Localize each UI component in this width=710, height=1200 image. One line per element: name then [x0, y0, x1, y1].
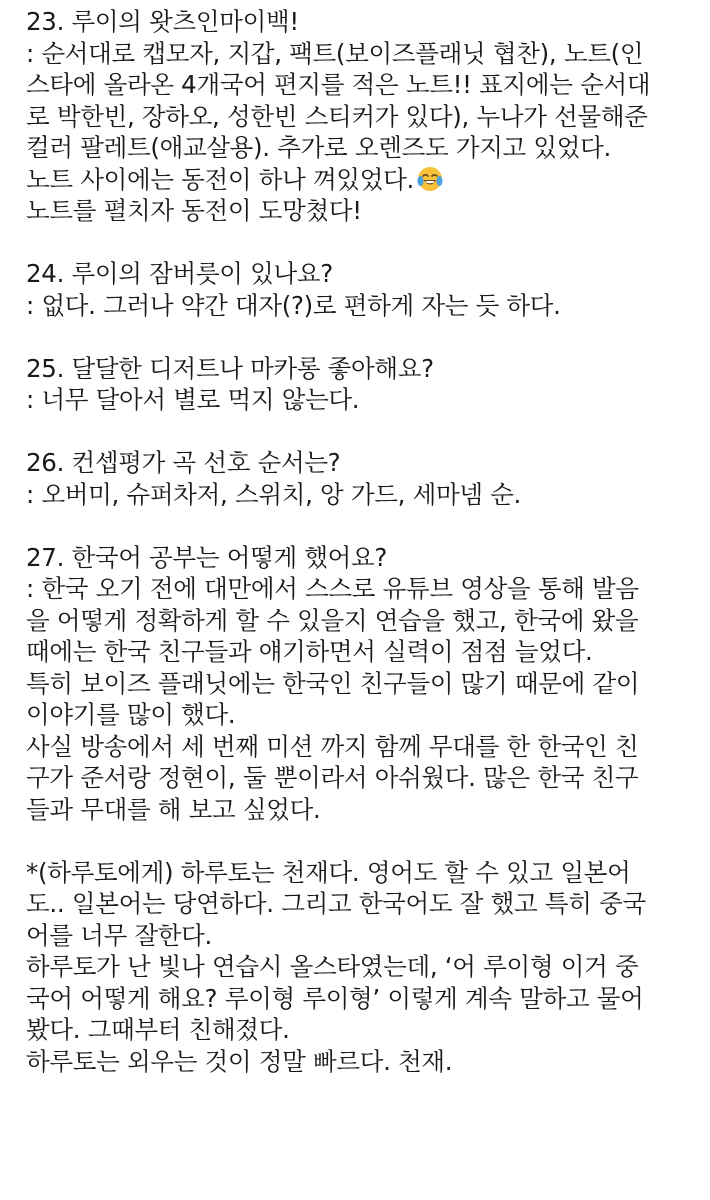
answer-line: 스타에 올라온 4개국어 편지를 적은 노트!! 표지에는 순서대: [26, 70, 651, 99]
note-haruto: [26, 857, 710, 1078]
question-26: 26. 컨셉평가 곡 선호 순서는?: [26, 448, 341, 477]
answer-line: 때에는 한국 친구들과 얘기하면서 실력이 점점 늘었다.: [26, 637, 593, 666]
qa-section-27: [26, 542, 710, 826]
note-line: 봤다. 그때부터 친해졌다.: [26, 1015, 290, 1044]
answer-line: 들과 무대를 해 보고 싶었다.: [26, 794, 321, 824]
note-line: 도.. 일본어는 당연하다. 그리고 한국어도 잘 했고 특히 중국: [26, 889, 646, 918]
note-line: 어를 너무 잘한다.: [26, 920, 213, 950]
note-line: 하루토가 난 빛나 연습시 올스타였는데, ‘어 루이형 이거 중: [26, 952, 639, 981]
answer-line: : 없다. 그러나 약간 대자(?)로 편하게 자는 듯 하다.: [26, 290, 561, 320]
answer-line: : 너무 달아서 별로 먹지 않는다.: [26, 385, 360, 414]
qa-section-26: [26, 447, 710, 510]
answer-line: 특히 보이즈 플래닛에는 한국인 친구들이 많기 때문에 같이: [26, 668, 640, 698]
spacer: [26, 510, 710, 542]
spacer: [26, 416, 710, 448]
answer-line: 사실 방송에서 세 번째 미션 까지 함께 무대를 한 한국인 친: [26, 731, 639, 761]
notes-document: [26, 6, 710, 1077]
answer-line: 을 어떻게 정확하게 할 수 있을지 연습을 했고, 한국에 왔을: [26, 605, 639, 635]
question-23: 23. 루이의 왓츠인마이백!: [26, 7, 299, 36]
answer-line: : 한국 오기 전에 대만에서 스스로 유튜브 영상을 통해 발음: [26, 574, 639, 603]
qa-section-23: [26, 6, 710, 227]
qa-section-24: [26, 258, 710, 321]
answer-line: : 오버미, 슈퍼차저, 스위치, 앙 가드, 세마넴 순.: [26, 479, 522, 509]
question-25: 25. 달달한 디저트나 마카롱 좋아해요?: [26, 353, 434, 383]
answer-line-with-emoji: [26, 164, 710, 196]
answer-line: 구가 준서랑 정현이, 둘 뿐이라서 아쉬웠다. 많은 한국 친구: [26, 763, 639, 792]
face-with-tears-of-joy-icon: [416, 165, 444, 193]
question-27: 27. 한국어 공부는 어떻게 했어요?: [26, 542, 388, 572]
spacer: [26, 321, 710, 353]
qa-section-25: [26, 353, 710, 416]
answer-line: : 순서대로 캡모자, 지갑, 팩트(보이즈플래닛 협찬), 노트(인: [26, 38, 644, 68]
spacer: [26, 825, 710, 857]
note-line: 국어 어떻게 해요? 루이형 루이형’ 이렇게 계속 말하고 물어: [26, 983, 644, 1013]
answer-line: 로 박한빈, 장하오, 성한빈 스티커가 있다), 누나가 선물해준: [26, 101, 648, 131]
question-24: 24. 루이의 잠버릇이 있나요?: [26, 259, 333, 288]
note-line: 하루토는 외우는 것이 정말 빠르다. 천재.: [26, 1046, 453, 1076]
answer-line-text: 노트 사이에는 동전이 하나 껴있었다.: [26, 164, 414, 194]
spacer: [26, 227, 710, 259]
answer-line: 이야기를 많이 했다.: [26, 700, 236, 729]
note-line: *(하루토에게) 하루토는 천재다. 영어도 할 수 있고 일본어: [26, 857, 631, 887]
answer-line: 노트를 펼치자 동전이 도망쳤다!: [26, 196, 362, 225]
answer-line: 컬러 팔레트(애교살용). 추가로 오렌즈도 가지고 있었다.: [26, 133, 612, 162]
